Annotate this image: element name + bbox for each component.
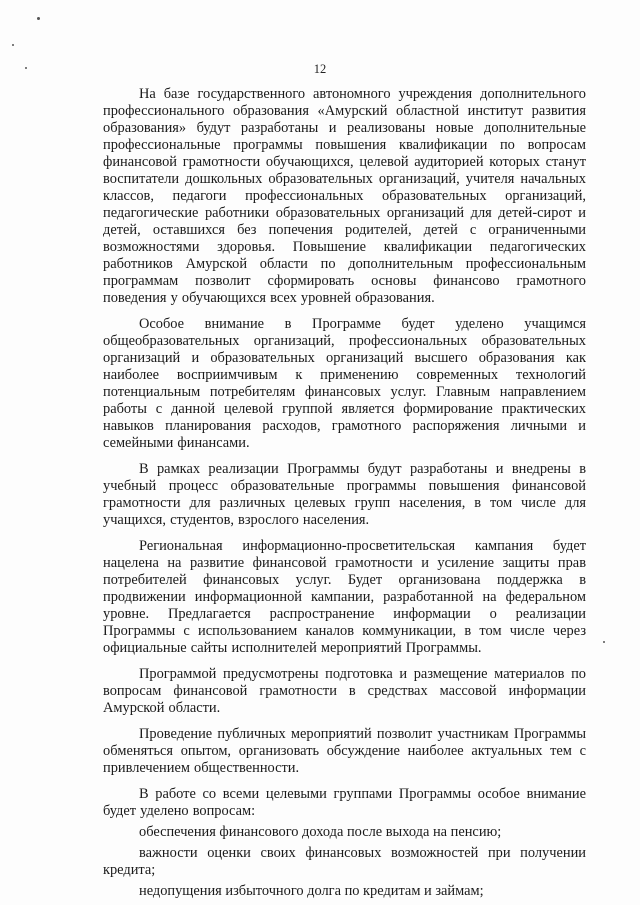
paragraph-media-materials: Программой предусмотрены подготовка и размещение материалов по вопросам финансовой грамотности в средствах массовой информации Амурской области. [103,666,586,716]
paragraph-educational-programs: В рамках реализации Программы будут разработаны и внедрены в учебный процесс образовательные программы повышения финансовой грамотности для различных целевых групп населения, в том числе для учащихся, студентов, взрослого населения. [103,461,586,528]
scan-speck [603,641,605,643]
page-number: 12 [313,62,327,76]
scan-speck [12,44,14,46]
scan-speck [37,17,40,20]
list-item-credit-assessment: важности оценки своих финансовых возможностей при получении кредита; [103,845,586,878]
paragraph-info-campaign: Региональная информационно-просветительская кампания будет нацелена на развитие финансовой грамотности и усиление защиты прав потребителей финансовых услуг. Будет организована поддержка в продвижении информационной кампании, разработанной на федеральном уровне. Предлагается распространение информации о реализации Программы с использованием каналов коммуникации, в том числе через официальные сайты исполнителей мероприятий Программы. [103,538,586,656]
document-body [103,86,586,904]
list-item-excess-debt: недопущения избыточного долга по кредитам и займам; [139,883,484,899]
list-item-pension-income: обеспечения финансового дохода после выхода на пенсию; [139,824,502,840]
paragraph-public-events: Проведение публичных мероприятий позволит участникам Программы обменяться опытом, организовать обсуждение наиболее актуальных тем с привлечением общественности. [103,726,586,776]
paragraph-students-focus: Особое внимание в Программе будет уделено учащимся общеобразовательных организаций, профессиональных образовательных организаций и образовательных организаций высшего образования как наиболее восприимчивым к применению современных технологий потенциальным потребителям финансовых услуг. Главным направлением работы с данной целевой группой является формирование практических навыков планирования расходов, грамотного распоряжения личными и семейными финансами. [103,316,586,451]
paragraph-target-groups: В работе со всеми целевыми группами Программы особое внимание будет уделено вопросам: [103,786,586,819]
paragraph-teacher-training: На базе государственного автономного учреждения дополнительного профессионального образования «Амурский областной институт развития образования» будут разработаны и реализованы новые дополнительные профессиональные программы повышения квалификации по вопросам финансовой грамотности обучающихся, целевой аудиторией которых станут воспитатели дошкольных образовательных организаций, учителя начальных классов, педагоги профессиональных образовательных организаций, педагогические работники образовательных организаций для детей-сирот и детей, оставшихся без попечения родителей, детей с ограниченными возможностями здоровья. Повышение квалификации педагогических работников Амурской области по дополнительным профессиональным программам позволит сформировать основы финансово грамотного поведения у обучающихся всех уровней образования. [103,86,586,306]
